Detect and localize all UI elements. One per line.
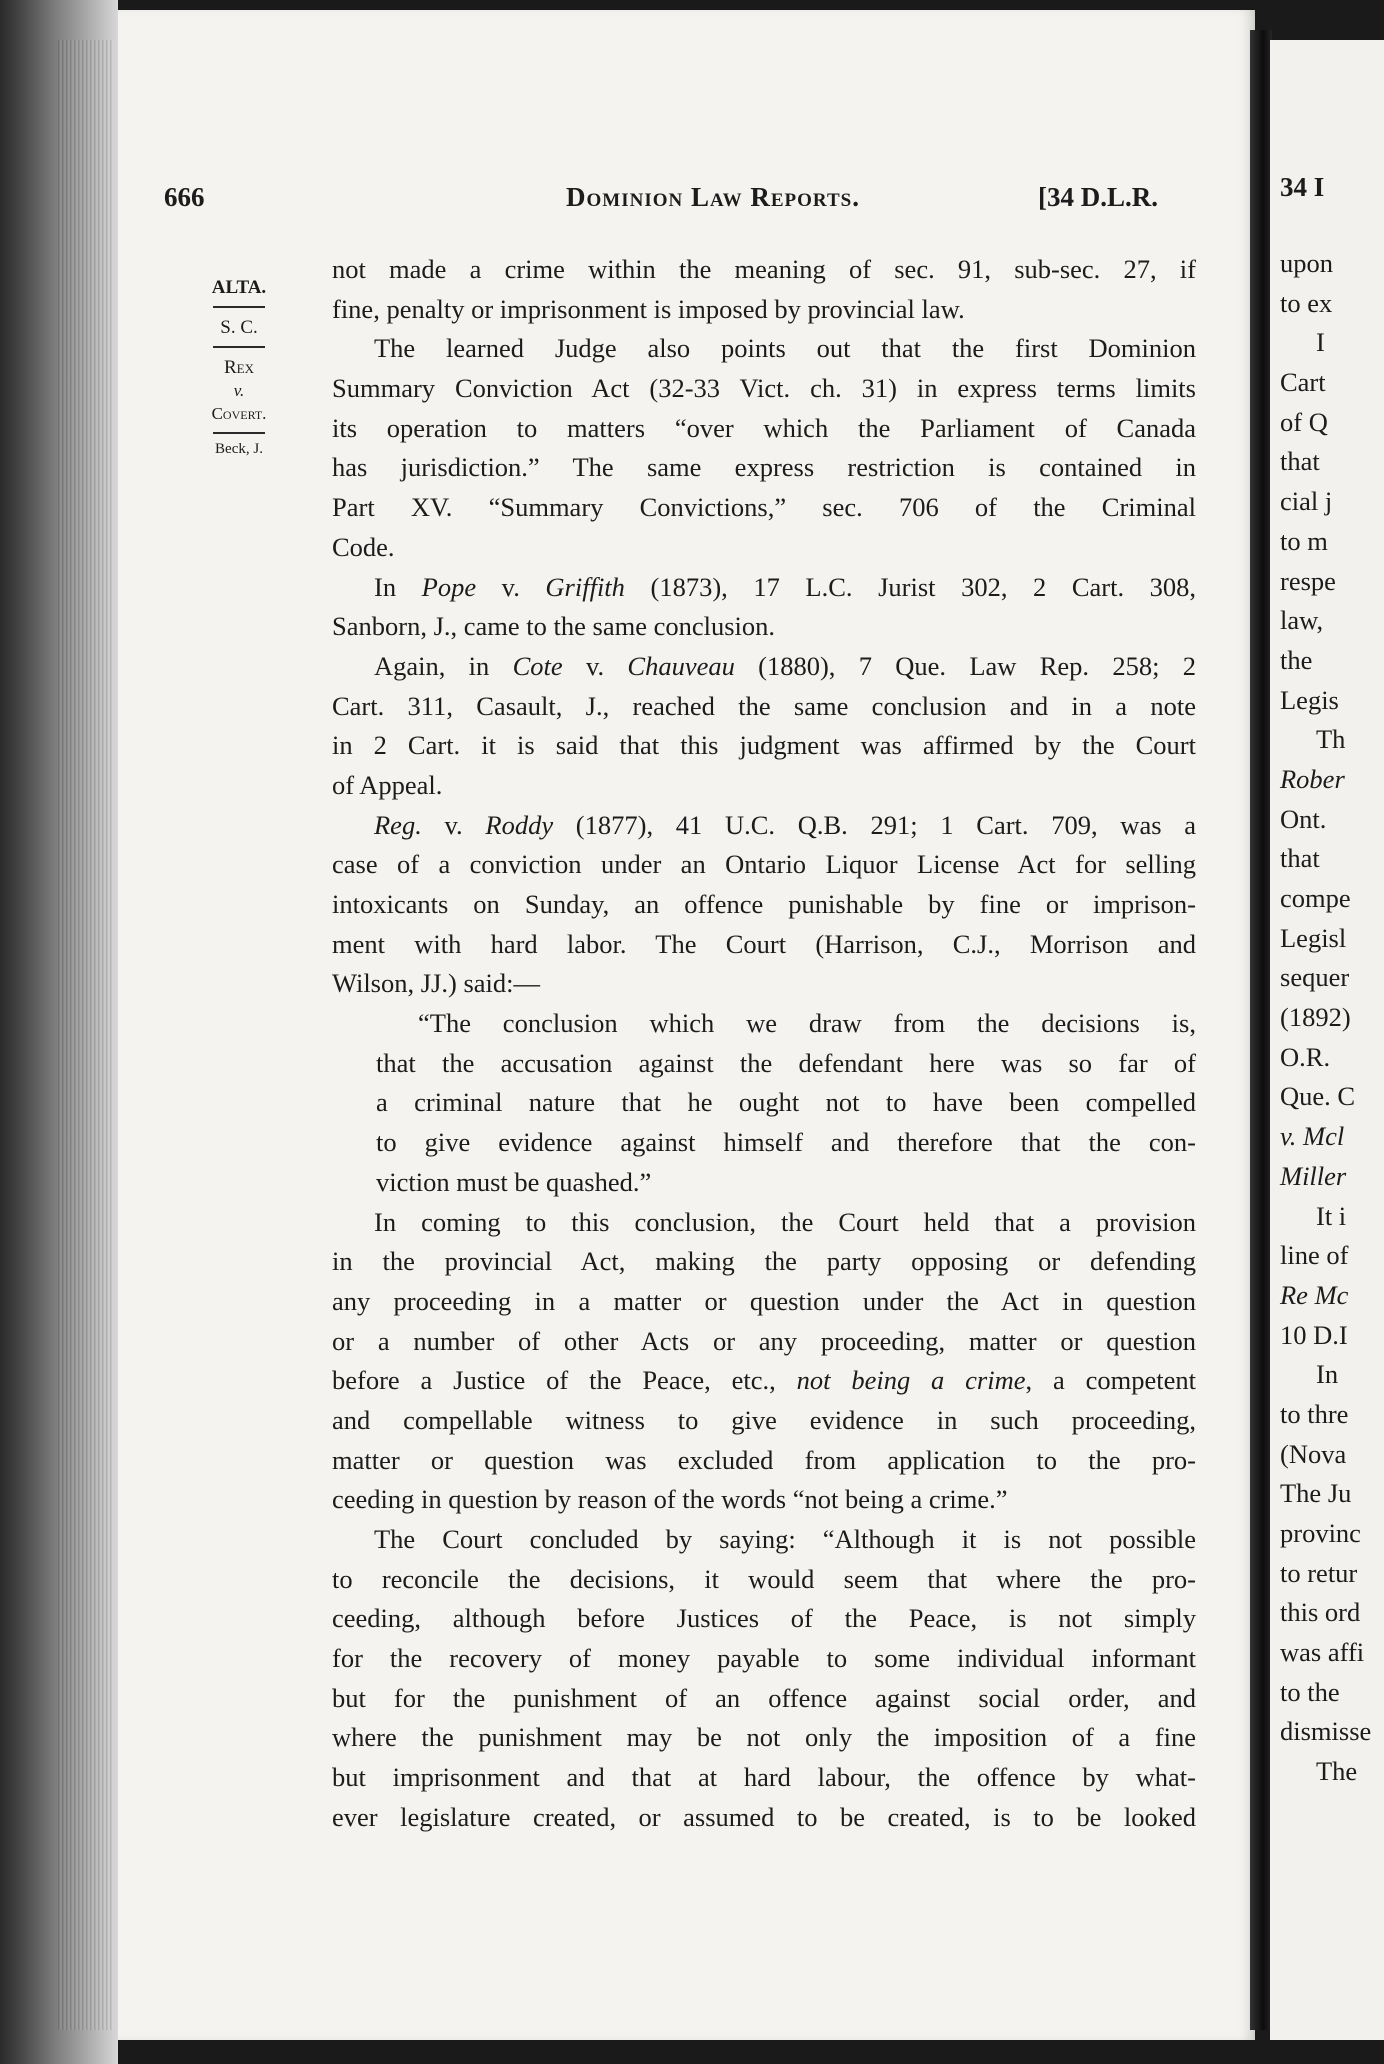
text-line: or a number of other Acts or any proceeding, matter or question [332,1325,1196,1356]
right-page-line: (Nova [1280,1438,1347,1469]
running-header [118,182,1255,222]
text-line: In Pope v. Griffith (1873), 17 L.C. Jurist 302, 2 Cart. 308, [374,571,1197,602]
text-line: viction must be quashed.” [376,1166,652,1197]
right-page-line: to thre [1280,1398,1349,1429]
text-line: has jurisdiction.” The same express restriction is contained in [332,452,1196,483]
right-page-line: cial j [1280,486,1333,517]
text-line: Sanborn, J., came to the same conclusion. [332,611,776,642]
right-page-line: of Q [1280,406,1328,437]
right-page-header: 34 I [1280,172,1325,202]
margin-versus: v. [233,381,245,400]
right-page-line: provinc [1280,1518,1361,1548]
text-line: Again, in Cote v. Chauveau (1880), 7 Que. Law Rep. 258; 2 [374,650,1196,681]
text-line: Wilson, JJ.) said:— [332,968,540,999]
right-page-line: dismisse [1280,1716,1372,1747]
margin-party1: Rex [223,357,254,378]
margin-judge: Beck, J. [215,441,263,457]
margin-rule [213,346,265,348]
book-gutter [1250,30,1272,2030]
text-line: Part XV. “Summary Convictions,” sec. 706 of the Criminal [332,492,1196,523]
right-page-line: Re Mc [1280,1279,1349,1310]
text-line: to give evidence against himself and therefore that the con- [376,1127,1196,1158]
text-line: The Court concluded by saying: “Although it is not possible [374,1524,1196,1554]
right-page-line: I [1316,327,1325,358]
text-line: in the provincial Act, making the party opposing or defending [332,1246,1196,1277]
paragraph-2 [332,329,1196,567]
text-line: ever legislature created, or assumed to be created, is to be looked [332,1801,1196,1832]
right-page-line: Miller [1280,1160,1347,1191]
text-line: Code. [332,531,395,562]
text-line: ment with hard labor. The Court (Harrison, C.J., Morrison and [332,928,1196,959]
right-page-line: Rober [1280,763,1345,794]
right-page-line: Legisl [1280,922,1347,953]
text-line: where the punishment may be not only the imposition of a fine [332,1722,1196,1753]
text-line: that the accusation against the defendant here was so far of [376,1047,1196,1078]
right-page-line: Legis [1280,684,1339,715]
right-page-line: that [1280,446,1320,477]
margin-court: S. C. [220,317,258,338]
margin-province: ALTA. [211,277,267,298]
margin-rule [213,432,265,434]
margin-party2: Covert. [211,404,267,423]
text-line: intoxicants on Sunday, an offence punishable by fine or imprison- [332,889,1196,919]
right-page-line: upon [1280,248,1333,278]
margin-notes [164,274,314,458]
block-quote [376,1004,1196,1202]
text-line: “The conclusion which we draw from the decisions is, [418,1008,1196,1039]
right-page-line: Th [1316,724,1346,755]
body-text [332,250,1196,1838]
right-page-line: compe [1280,883,1351,913]
right-page-line: to m [1280,525,1328,556]
right-page-text [1280,244,1371,1792]
left-page [118,10,1255,2040]
page-number: 666 [164,182,205,212]
right-page-line: to the [1280,1676,1340,1707]
book-spine [0,0,118,2064]
paragraph-7 [332,1520,1196,1838]
text-line: to reconcile the decisions, it would seem that where the pro- [332,1563,1196,1594]
text-line: In coming to this conclusion, the Court held that a provision [374,1206,1196,1237]
right-page-line: O.R. [1280,1041,1331,1072]
paragraph-4 [332,647,1196,806]
paragraph-5 [332,806,1196,1004]
right-page-line: Que. C [1280,1081,1356,1112]
text-line: any proceeding in a matter or question under the Act in question [332,1285,1196,1316]
paragraph-1 [332,250,1196,329]
text-line: for the recovery of money payable to some individual informant [332,1643,1196,1674]
text-line: in 2 Cart. it is said that this judgment was affirmed by the Court [332,730,1196,761]
right-page-line: law, [1280,605,1324,636]
running-title: Dominion Law Reports. [566,182,860,212]
text-line: and compellable witness to give evidence in such proceeding, [332,1404,1196,1435]
text-line: ceeding in question by reason of the words “not being a crime.” [332,1484,1008,1515]
right-page-line: the [1280,644,1313,675]
right-page-line: line of [1280,1240,1349,1271]
paragraph-3 [332,568,1196,647]
right-page-line: this ord [1280,1597,1361,1628]
text-line: The learned Judge also points out that the first Dominion [374,333,1196,364]
text-line: Cart. 311, Casault, J., reached the same conclusion and in a note [332,690,1196,721]
text-line: case of a conviction under an Ontario Liquor License Act for selling [332,849,1196,880]
paragraph-6 [332,1203,1196,1521]
text-line: before a Justice of the Peace, etc., not being a crime, a competent [332,1365,1197,1396]
text-line: Reg. v. Roddy (1877), 41 U.C. Q.B. 291; 1 Cart. 709, was a [374,809,1196,840]
text-line: of Appeal. [332,769,443,800]
right-page-line: that [1280,843,1320,874]
right-page-line: to retur [1280,1557,1358,1588]
right-page-line: Cart [1280,367,1326,398]
right-page-line: Ont. [1280,803,1327,834]
right-page-line: v. Mcl [1280,1121,1345,1152]
text-line: a criminal nature that he ought not to have been compelled [376,1087,1196,1118]
right-page-line: The Ju [1280,1478,1352,1509]
margin-rule [213,306,265,308]
text-line: but for the punishment of an offence against social order, and [332,1682,1196,1713]
page-edges [58,40,114,2030]
right-page-line: sequer [1280,962,1350,993]
text-line: matter or question was excluded from application to the pro- [332,1444,1196,1475]
volume-reference: [34 D.L.R. [1038,182,1158,212]
text-line: not made a crime within the meaning of sec. 91, sub-sec. 27, if [332,254,1196,284]
text-line: its operation to matters “over which the Parliament of Canada [332,412,1196,443]
right-page-line: The [1316,1756,1358,1787]
right-page-line: It i [1316,1200,1347,1231]
text-line: ceeding, although before Justices of the Peace, is not simply [332,1603,1196,1634]
right-page-line: In [1316,1359,1339,1390]
right-page-line: to ex [1280,287,1333,318]
text-line: fine, penalty or imprisonment is imposed by provincial law. [332,293,965,324]
right-page-line: 10 D.I [1280,1319,1348,1350]
right-page-line: (1892) [1280,1002,1351,1033]
right-page-line: respe [1280,565,1336,596]
text-line: Summary Conviction Act (32-33 Vict. ch. 31) in express terms limits [332,373,1196,404]
right-page-line: was affi [1280,1637,1365,1668]
text-line: but imprisonment and that at hard labour, the offence by what- [332,1762,1196,1793]
right-page-fragment [1270,40,1384,2040]
